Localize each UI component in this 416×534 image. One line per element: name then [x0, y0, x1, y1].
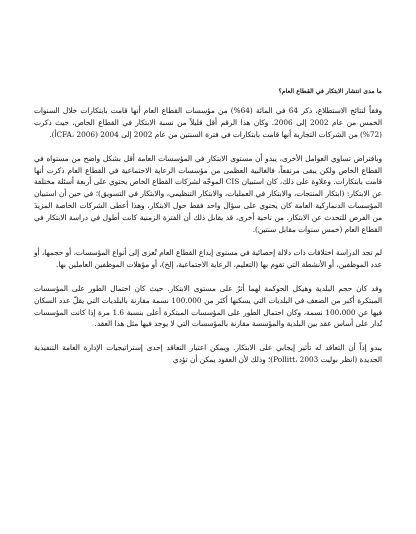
paragraph-5: يبدو إذاً أن التعاقد له تأثير إيجابي على الابتكار. ويمكن اعتبار التعاقد إحدى إستراتيجيات الإدارة العامة التنفيذية الجديدة (انظر بوليت Pollitt، 2003)؛ وذلك لأن العقود يمكن أن تؤدي	[34, 343, 382, 364]
paragraph-2: وبافتراض تساوي العوامل الأخرى، يبدو أن مستوى الابتكار في المؤسسات العامة أقل بشكل واضح من مستواه في القطاع الخاص ولكن يبقى مرتفعاً، فالغالبية العظمى من مؤسسات الرعاية الاجتماعية في القطاع العام ذكرت أنها قامت بابتكارات. وعلاوة على ذلك، كان استبيان CIS الموجّه لشركات القطاع الخاص يحتوي على أربعة أسئلة مختلفة عن الابتكار: (ابتكار المنتجات، والابتكار في العمليات، والابتكار التنظيمي، والابتكار في التسويق)؛ في حين أن استبيان المؤسسات الدنماركية العامة كان يحتوي على سؤال واحد فقط حول الابتكار، وهذا أعطى الشركات الخاصة المزيدَ من الفرص للتحدث عن الابتكار. من ناحية أخرى، قد يقابل ذلك أن الفترة الزمنية كانت أطول في دراسة الابتكار في القطاع العام (خمس سنوات مقابل سنتين).	[34, 153, 382, 234]
paragraph-3: لم تجد الدراسة اختلافات ذات دلالة إحصائية في مستوى إبداع القطاع العام تُعزى إلى أنواع المؤسسات، أو حجمها، أو عدد الموظفين، أو الأنشطة التي تقوم بها (التعليم، الرعاية الاجتماعية، إلخ)، أو مؤهلات الموظفين العاملين بها.	[34, 248, 382, 270]
paragraph-1: وفقاً لنتائج الاستطلاع، ذكر 64 في المائة (64%) من مؤسسات القطاع العام أنها قامت بابتكارات خلال السنوات الخمس من عام 2002 إلى 2006. وكان هذا الرقم أقل قليلاً من نسبة الابتكار في القطاع الخاص، حيث ذكرت (72%) من الشركات التجارية أنها قامت بابتكارات في فترة السنتين من عام 2002 إلى 2004 (CFA، 2006أ).	[34, 106, 382, 140]
paragraph-4: وقد كان حجم البلدية وهيكل الحوكمة لهما أثرٌ على مستوى الابتكار. حيث كان احتمال الطور على المؤسسات المبتكرة أكبر من الضعف في البلديات التي يسكنها أكثر من 100.000 نسمة مقارنة بالبلديات التي يقلّ عدد السكان فيها عن 100،000 نسمة، وكان احتمال الطور على المؤسسات المبتكرة أعلى بنسبة 1.6 مرة إذا كانت المؤسسات تُدار على أساس عقد بين البلدية والمؤسسة مقارنة بالمؤسسات التي لا يوجد فيها مثل هذا العقد.	[34, 284, 383, 329]
section-heading: ما مدى انتشار الابتكار في القطاع العام؟	[278, 88, 382, 95]
